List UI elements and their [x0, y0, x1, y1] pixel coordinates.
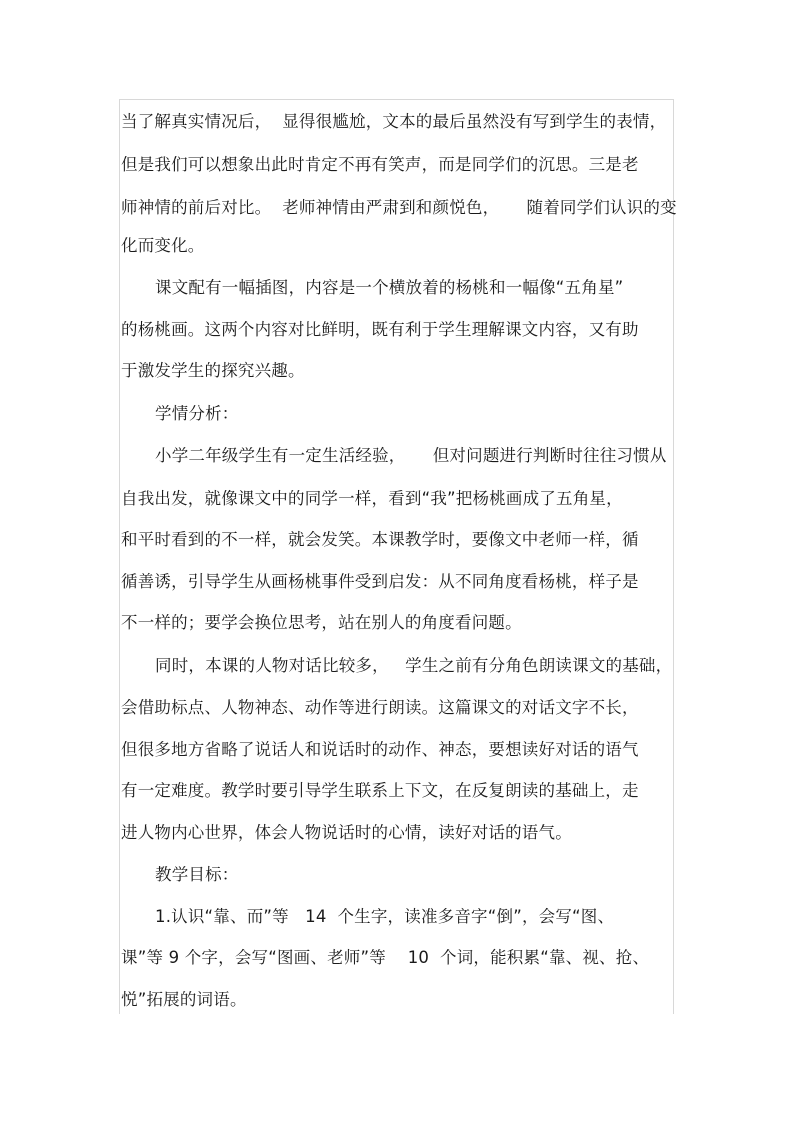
text-line-7: 于激发学生的探究兴趣。: [121, 361, 305, 380]
text-line-10: 自我出发，就像课文中的同学一样，看到“我”把杨桃画成了五角星，: [121, 489, 623, 508]
text-line-4: 化而变化。: [121, 236, 205, 255]
text-line-3: 师神情的前后对比。 老师神情由严肃到和颜悦色， 随着同学们认识的变: [121, 198, 677, 217]
text-line-9: 小学二年级学生有一定生活经验， 但对问题进行判断时往往习惯从: [155, 446, 667, 465]
text-line-16: 但很多地方省略了说话人和说话时的动作、神态，要想读好对话的语气: [121, 740, 639, 759]
text-line-18: 进人物内心世界，体会人物说话时的心情，读好对话的语气。: [121, 823, 572, 842]
text-line-2: 但是我们可以想象出此时肯定不再有笑声，而是同学们的沉思。三是老: [121, 155, 639, 174]
text-line-12: 循善诱，引导学生从画杨桃事件受到启发：从不同角度看杨桃，样子是: [121, 572, 639, 591]
text-line-6: 的杨桃画。这两个内容对比鲜明，既有利于学生理解课文内容，又有助: [121, 320, 639, 339]
text-line-20: 1.认识“靠、而”等 14 个生字，读准多音字“倒”，会写“图、: [155, 907, 615, 926]
section-heading-learning-analysis: 学情分析：: [155, 404, 239, 423]
section-heading-teaching-goals: 教学目标：: [155, 865, 239, 884]
text-line-15: 会借助标点、人物神态、动作等进行朗读。这篇课文的对话文字不长，: [121, 698, 639, 717]
text-line-21: 课”等 9 个字，会写“图画、老师”等 10 个词，能积累“靠、视、抢、: [121, 948, 650, 967]
text-line-5: 课文配有一幅插图，内容是一个横放着的杨桃和一幅像“五角星”: [155, 278, 624, 297]
text-line-11: 和平时看到的不一样，就会发笑。本课教学时，要像文中老师一样，循: [121, 530, 639, 549]
text-line-17: 有一定难度。教学时要引导学生联系上下文，在反复朗读的基础上，走: [121, 781, 639, 800]
text-line-1: 当了解真实情况后， 显得很尴尬，文本的最后虽然没有写到学生的表情，: [121, 112, 667, 131]
text-line-22: 悦”拓展的词语。: [121, 990, 247, 1009]
text-line-14: 同时，本课的人物对话比较多， 学生之前有分角色朗读课文的基础，: [155, 656, 673, 675]
text-line-13: 不一样的；要学会换位思考，站在别人的角度看问题。: [121, 613, 522, 632]
